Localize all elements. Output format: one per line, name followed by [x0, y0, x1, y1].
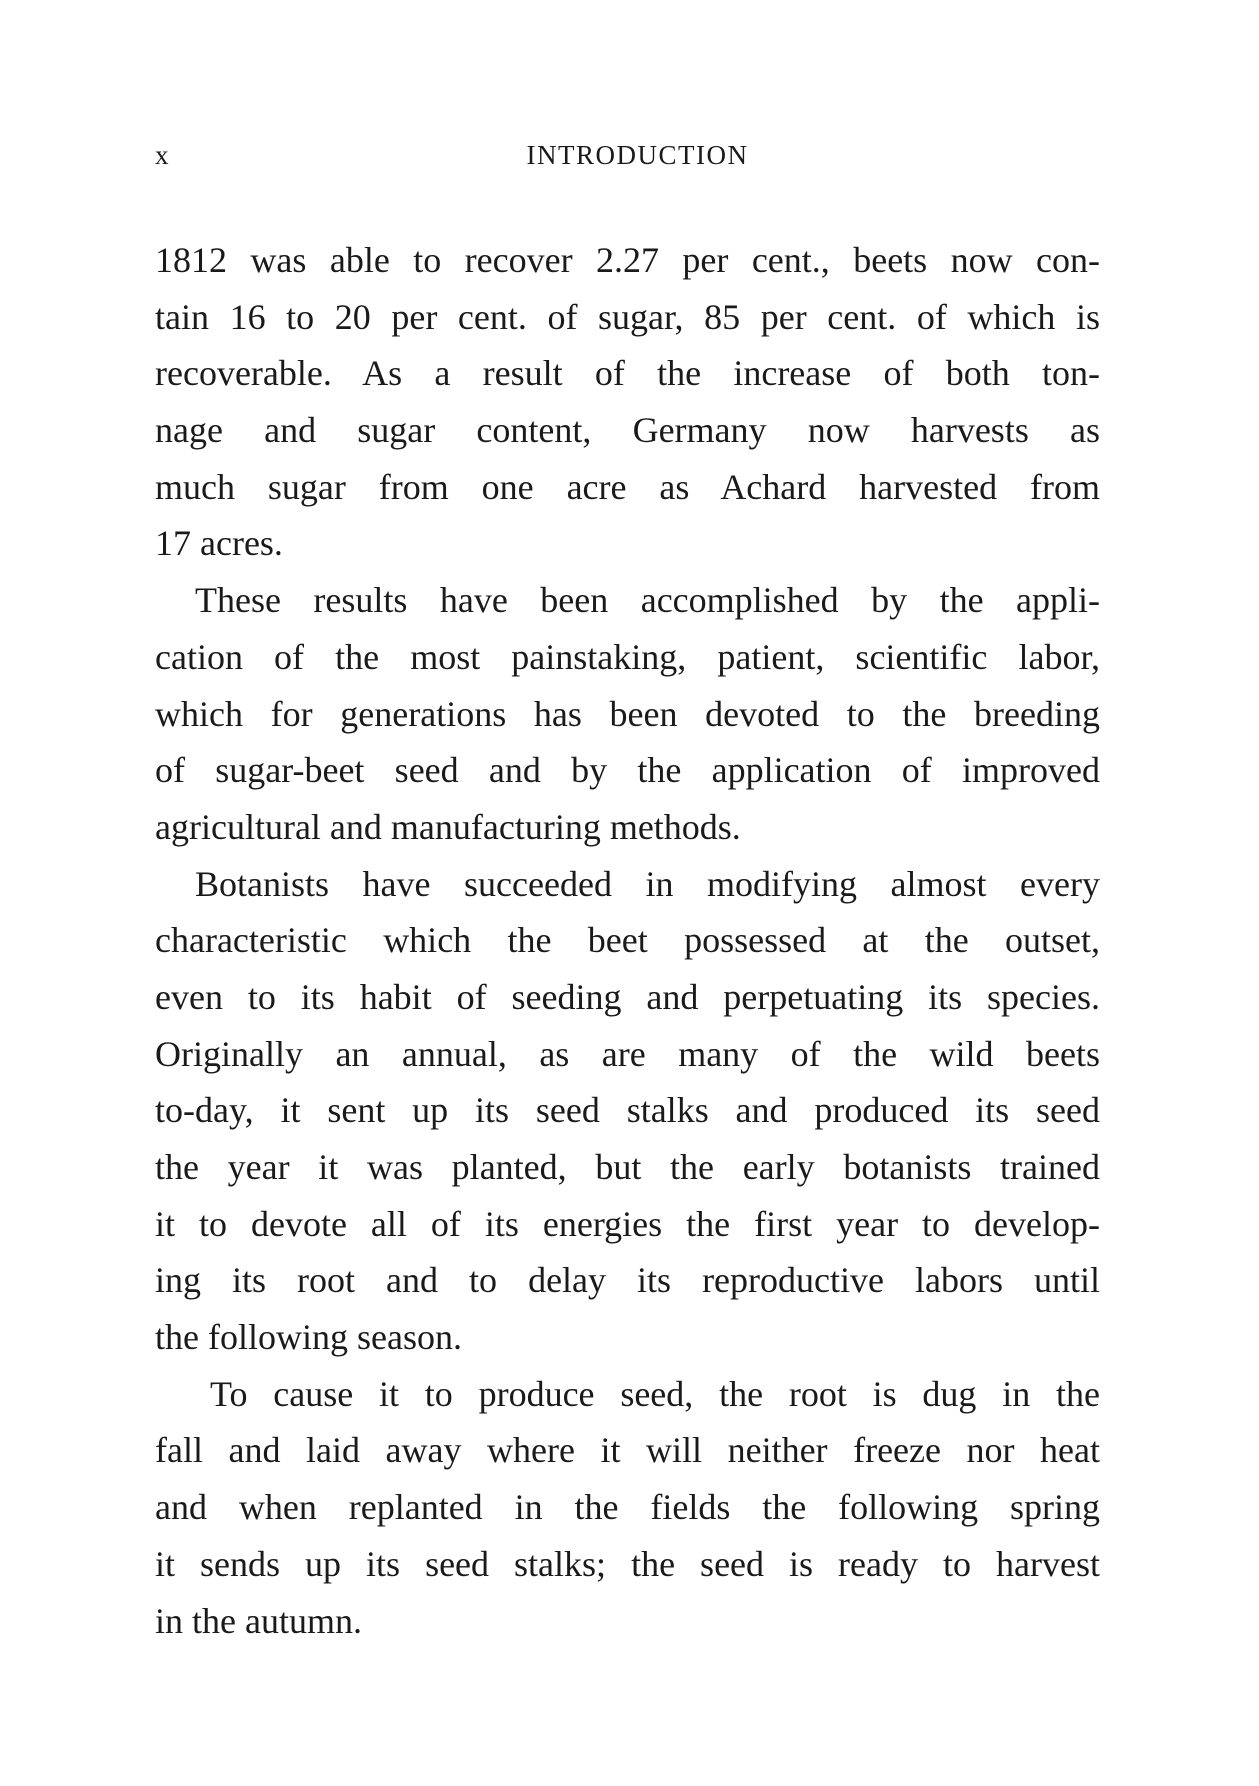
text-line: of sugar-beet seed and by the application of improved	[155, 750, 1100, 791]
text-line: cation of the most painstaking, patient, scientific labor,	[155, 636, 1100, 677]
paragraph-4	[155, 1366, 1100, 1649]
text-line: to-day, it sent up its seed stalks and produced its seed	[155, 1090, 1100, 1131]
text-line: it sends up its seed stalks; the seed is ready to harvest	[155, 1543, 1100, 1584]
text-line: the following season.	[155, 1317, 462, 1358]
text-line: Botanists have succeeded in modifying almost every	[195, 863, 1100, 904]
text-line: ing its root and to delay its reproductive labors until	[155, 1260, 1100, 1301]
text-line: and when replanted in the fields the following spring	[155, 1487, 1100, 1528]
text-line: recoverable. As a result of the increase of both ton-	[155, 353, 1100, 394]
text-line: in the autumn.	[155, 1600, 362, 1641]
text-line: tain 16 to 20 per cent. of sugar, 85 per cent. of which is	[155, 296, 1100, 337]
text-line: nage and sugar content, Germany now harvests as	[155, 410, 1100, 451]
paragraph-1	[155, 232, 1100, 572]
text-line: fall and laid away where it will neither freeze nor heat	[155, 1430, 1100, 1471]
page-number: x	[155, 140, 169, 170]
paragraph-2	[155, 572, 1100, 855]
text-line: much sugar from one acre as Achard harvested from	[155, 466, 1100, 507]
text-line: even to its habit of seeding and perpetuating its species.	[155, 976, 1100, 1017]
text-line: Originally an annual, as are many of the wild beets	[155, 1033, 1100, 1074]
text-line: These results have been accomplished by the appli-	[195, 580, 1100, 621]
text-line: characteristic which the beet possessed at the outset,	[155, 920, 1100, 961]
running-head: INTRODUCTION	[526, 140, 749, 170]
text-line: which for generations has been devoted to the breeding	[155, 693, 1100, 734]
body-text	[155, 232, 1100, 1649]
paragraph-3	[155, 856, 1100, 1366]
text-line: To cause it to produce seed, the root is dug in the	[210, 1373, 1100, 1414]
text-line: it to devote all of its energies the first year to develop-	[155, 1203, 1100, 1244]
text-line: the year it was planted, but the early botanists trained	[155, 1147, 1100, 1187]
page-header	[155, 140, 1100, 180]
text-line: 17 acres.	[155, 523, 283, 564]
text-line: 1812 was able to recover 2.27 per cent., beets now con-	[155, 240, 1100, 280]
text-line: agricultural and manufacturing methods.	[155, 806, 741, 847]
